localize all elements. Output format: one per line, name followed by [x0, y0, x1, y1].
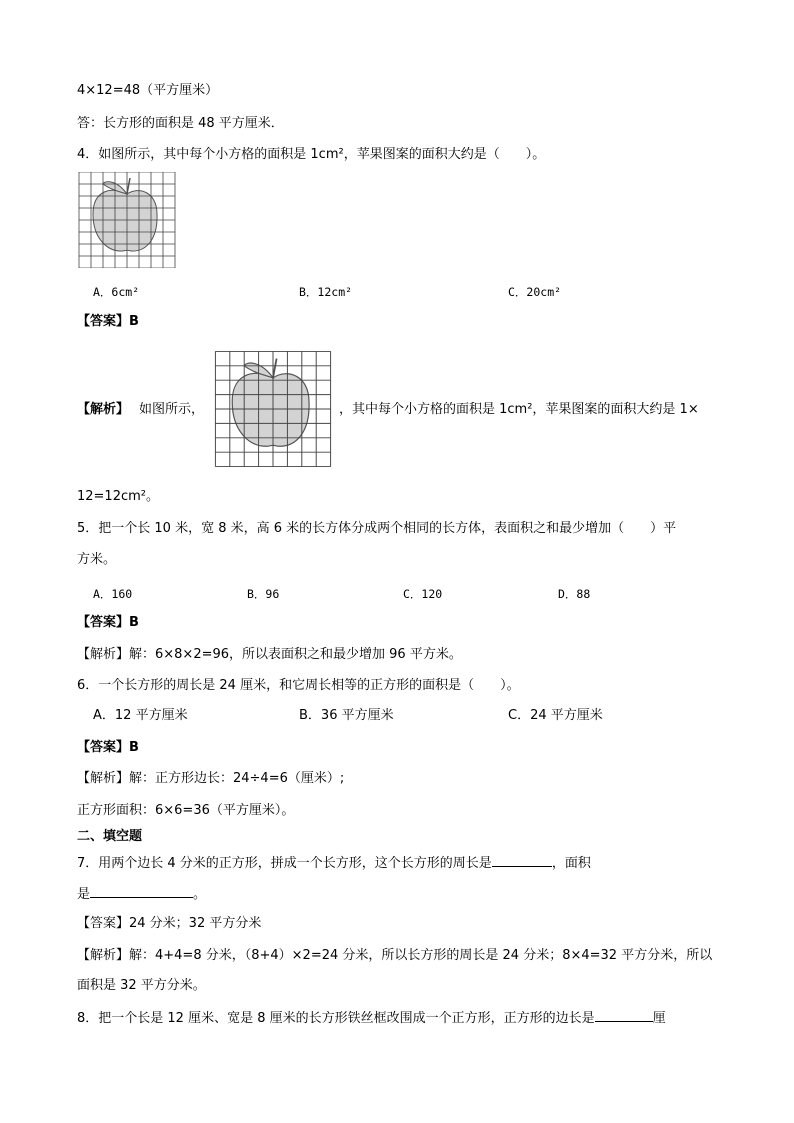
explanation-tag: 【解析】 — [77, 402, 130, 417]
apple-stem — [127, 178, 130, 194]
explanation-text-pre: 如图所示， — [139, 402, 205, 417]
question-4: 4．如图所示，其中每个小方格的面积是 1cm²，苹果图案的面积大约是（ ）。 — [77, 147, 546, 162]
question-8-line1 — [77, 1009, 666, 1028]
option-c: C．120 — [403, 587, 443, 601]
answer-label: 【答案】B — [77, 740, 139, 755]
answer-blank[interactable] — [492, 854, 552, 867]
option-c: C．20cm² — [508, 285, 562, 299]
answer-line: 答：长方形的面积是 48 平方厘米． — [77, 116, 284, 131]
question-5-line2: 方米。 — [77, 552, 117, 567]
apple-grid-figure — [77, 172, 177, 268]
question-6: 6．一个长方形的周长是 24 厘米，和它周长相等的正方形的面积是（ ）。 — [77, 678, 520, 693]
answer-blank[interactable] — [90, 885, 193, 898]
calc-line: 4×12=48（平方厘米） — [77, 83, 219, 98]
option-b: B．36 平方厘米 — [299, 708, 394, 723]
question-8-text: 8．把一个长是 12 厘米、宽是 8 厘米的长方形铁丝框改围成一个正方形，正方形的边长是 — [77, 1011, 595, 1026]
explanation-line1: 【解析】解：正方形边长：24÷4=6（厘米）; — [77, 771, 345, 786]
explanation-text-post: ，其中每个小方格的面积是 1cm²，苹果图案的面积大约是 1× — [339, 402, 699, 417]
question-7-line1 — [77, 854, 591, 873]
option-b: B．12cm² — [299, 285, 353, 299]
apple-grid-figure-large — [213, 351, 333, 467]
option-b: B．96 — [247, 587, 280, 601]
explanation-text-cont: 12=12cm²。 — [77, 489, 159, 504]
option-a: A．6cm² — [93, 285, 140, 299]
option-c: C．24 平方厘米 — [508, 708, 603, 723]
answer-label: 【答案】B — [77, 314, 139, 329]
option-d: D．88 — [558, 587, 591, 601]
explanation-line2: 正方形面积：6×6=36（平方厘米）。 — [77, 803, 295, 818]
question-7-line2 — [77, 885, 206, 904]
question-7-text-c: 是 — [77, 887, 91, 902]
apple-stem — [273, 359, 277, 378]
question-7-text-b: ，面积 — [551, 856, 591, 871]
question-7-text-d: 。 — [193, 887, 207, 902]
question-8-text-b: 厘 — [652, 1011, 666, 1026]
answer-blank[interactable] — [595, 1009, 653, 1022]
question-5-line1: 5．把一个长 10 米，宽 8 米，高 6 米的长方体分成两个相同的长方体，表面积之和最少增加（ ）平 — [77, 521, 677, 536]
explanation-line2: 面积是 32 平方分米。 — [77, 978, 206, 993]
option-a: A．12 平方厘米 — [93, 708, 188, 723]
section-heading: 二、填空题 — [77, 829, 143, 844]
explanation-line1: 【解析】解：4+4=8 分米，（8+4）×2=24 分米，所以长方形的周长是 24 分米；8×4=32 平方分米，所以 — [77, 948, 713, 963]
question-7-text: 7．用两个边长 4 分米的正方形，拼成一个长方形，这个长方形的周长是 — [77, 856, 492, 871]
option-a: A．160 — [93, 587, 133, 601]
explanation: 【解析】解：6×8×2=96，所以表面积之和最少增加 96 平方米。 — [77, 647, 462, 662]
answer-label: 【答案】24 分米；32 平方分米 — [77, 916, 262, 931]
answer-label: 【答案】B — [77, 615, 139, 630]
